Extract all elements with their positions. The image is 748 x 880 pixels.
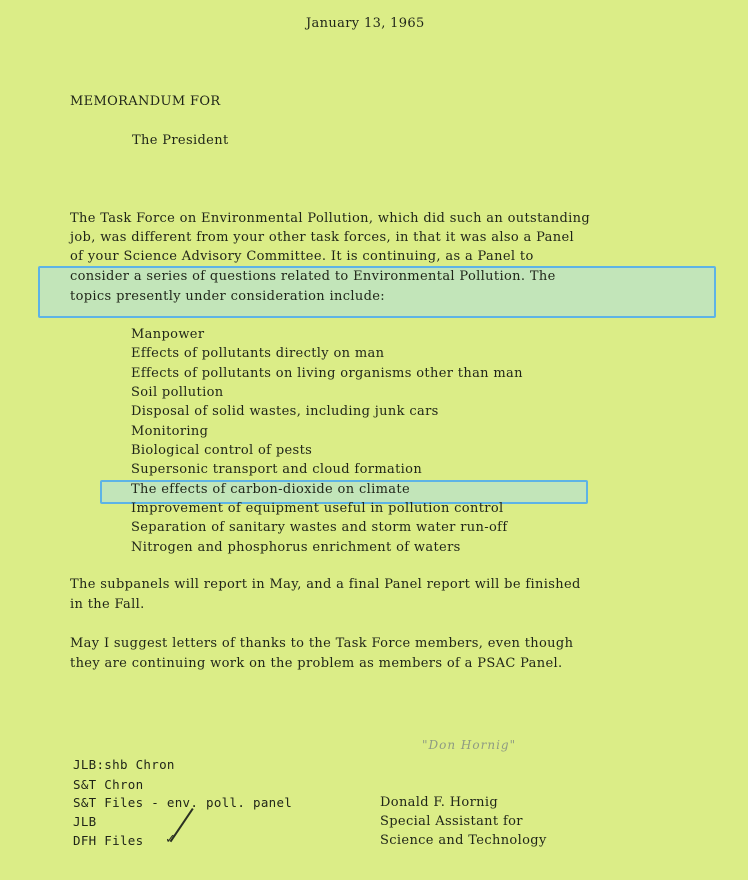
paragraph-line: The Task Force on Environmental Pollution, which did such an outstanding bbox=[70, 211, 591, 226]
distribution-line: JLB bbox=[73, 814, 97, 829]
paragraph-line: in the Fall. bbox=[70, 597, 145, 612]
paragraph-line: consider a series of questions related to Environmental Pollution. The bbox=[70, 269, 556, 284]
paragraph-line: May I suggest letters of thanks to the Task Force members, even though bbox=[70, 636, 574, 651]
memo-addressee: The President bbox=[132, 133, 229, 148]
paragraph-line: they are continuing work on the problem as members of a PSAC Panel. bbox=[70, 656, 563, 671]
list-item: Soil pollution bbox=[131, 385, 224, 400]
list-item: Effects of pollutants directly on man bbox=[131, 346, 385, 361]
list-item: The effects of carbon-dioxide on climate bbox=[131, 482, 410, 497]
signer-name: Donald F. Hornig bbox=[380, 795, 499, 810]
list-item: Biological control of pests bbox=[131, 443, 313, 458]
signer-department: Science and Technology bbox=[380, 833, 547, 848]
memo-date: January 13, 1965 bbox=[306, 16, 425, 31]
distribution-line: S&T Chron bbox=[73, 777, 144, 792]
signature-stamp: "Don Hornig" bbox=[422, 738, 517, 752]
distribution-line: S&T Files - env. poll. panel bbox=[73, 795, 293, 810]
memo-heading: MEMORANDUM FOR bbox=[70, 94, 221, 109]
list-item: Supersonic transport and cloud formation bbox=[131, 462, 423, 477]
list-item: Manpower bbox=[131, 327, 205, 342]
distribution-line: DFH Files bbox=[73, 833, 144, 848]
paragraph-line: of your Science Advisory Committee. It is continuing, as a Panel to bbox=[70, 249, 534, 264]
list-item: Monitoring bbox=[131, 424, 209, 439]
list-item: Separation of sanitary wastes and storm water run-off bbox=[131, 520, 508, 535]
distribution-line: JLB:shb Chron bbox=[73, 757, 175, 772]
signer-title: Special Assistant for bbox=[380, 814, 523, 829]
check-mark-icon: ✓ bbox=[165, 832, 176, 847]
list-item: Nitrogen and phosphorus enrichment of waters bbox=[131, 540, 461, 555]
list-item: Improvement of equipment useful in pollution control bbox=[131, 501, 504, 516]
paragraph-line: job, was different from your other task forces, in that it was also a Panel bbox=[70, 230, 575, 245]
paragraph-line: topics presently under consideration include: bbox=[70, 289, 386, 304]
paragraph-line: The subpanels will report in May, and a final Panel report will be finished bbox=[70, 577, 581, 592]
list-item: Effects of pollutants on living organisms other than man bbox=[131, 366, 523, 381]
list-item: Disposal of solid wastes, including junk cars bbox=[131, 404, 439, 419]
